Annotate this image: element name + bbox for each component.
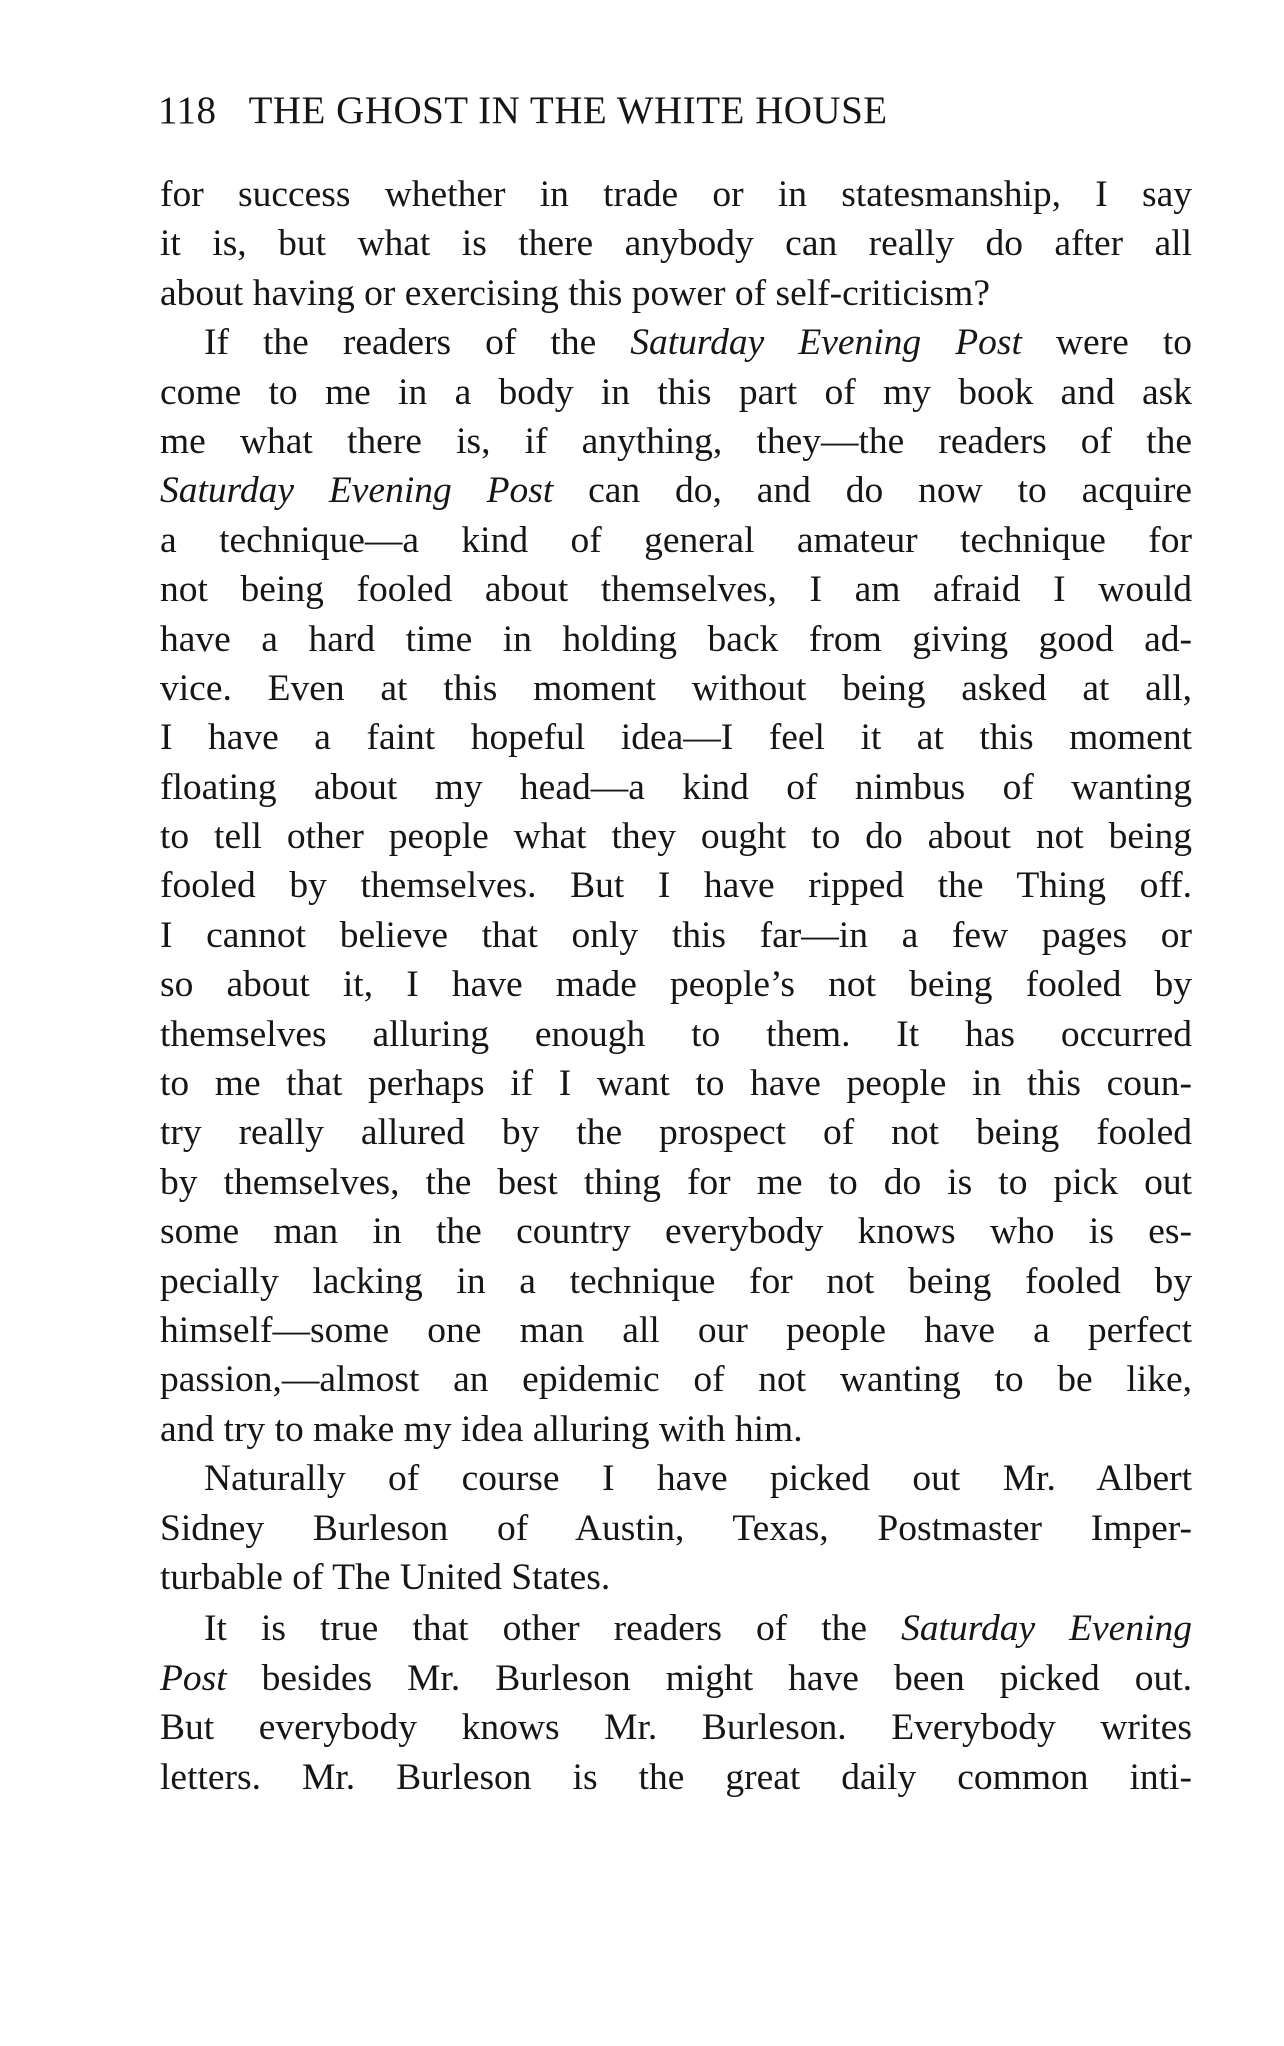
text-line: themselves alluring enough to them. It has occurred	[160, 1013, 1192, 1055]
text-line: me what there is, if anything, they—the readers of the	[160, 420, 1192, 462]
text-line: have a hard time in holding back from giving good ad-	[160, 618, 1192, 660]
text-line: But everybody knows Mr. Burleson. Everybody writes	[160, 1707, 1192, 1749]
paragraph	[160, 1454, 1192, 1602]
text-line: not being fooled about themselves, I am afraid I would	[160, 569, 1192, 611]
italic-title: Saturday Evening	[901, 1608, 1192, 1650]
italic-title: Saturday Evening Post	[630, 322, 1022, 364]
text-line: try really allured by the prospect of not being fooled	[160, 1112, 1192, 1154]
text-line: vice. Even at this moment without being asked at all,	[160, 667, 1192, 709]
text-line: to tell other people what they ought to do about not being	[160, 816, 1192, 858]
running-title: THE GHOST IN THE WHITE HOUSE	[248, 89, 888, 132]
text-line: a technique—a kind of general amateur technique for	[160, 519, 1192, 561]
paragraph	[160, 1604, 1192, 1802]
paragraph	[160, 318, 1192, 1454]
text-line: himself—some one man all our people have a perfect	[160, 1309, 1192, 1351]
text-line: and try to make my idea alluring with him.	[160, 1408, 803, 1450]
text-line: it is, but what is there anybody can really do after all	[160, 223, 1192, 265]
running-head	[158, 86, 1192, 136]
text-line: by themselves, the best thing for me to do is to pick out	[160, 1161, 1192, 1203]
text-line: to me that perhaps if I want to have people in this coun-	[160, 1063, 1192, 1105]
text-line: some man in the country everybody knows who is es-	[160, 1211, 1192, 1253]
text-line: pecially lacking in a technique for not being fooled by	[160, 1260, 1192, 1302]
italic-title: Post	[160, 1657, 227, 1699]
italic-title: Saturday Evening Post	[160, 470, 554, 512]
text-line: Saturday Evening Post can do, and do now to acquire	[160, 470, 1192, 512]
text-line: I have a faint hopeful idea—I feel it at this moment	[160, 717, 1192, 759]
text-line: If the readers of the Saturday Evening Post were to	[204, 322, 1192, 364]
text-line: so about it, I have made people’s not being fooled by	[160, 964, 1192, 1006]
text-line: about having or exercising this power of self-criticism?	[160, 272, 990, 314]
text-line: I cannot believe that only this far—in a few pages or	[160, 914, 1192, 956]
text-line: turbable of The United States.	[160, 1556, 611, 1598]
text-line: for success whether in trade or in statesmanship, I say	[160, 174, 1192, 215]
text-line: Post besides Mr. Burleson might have been picked out.	[160, 1657, 1192, 1699]
text-line: fooled by themselves. But I have ripped the Thing off.	[160, 865, 1192, 907]
text-line: passion,—almost an epidemic of not wanting to be like,	[160, 1359, 1192, 1401]
text-line: floating about my head—a kind of nimbus of wanting	[160, 766, 1192, 808]
page-number: 118	[158, 89, 217, 132]
text-line: Sidney Burleson of Austin, Texas, Postmaster Imper-	[160, 1507, 1192, 1549]
text-line: Naturally of course I have picked out Mr. Albert	[204, 1458, 1192, 1500]
body-text	[160, 170, 1192, 1802]
text-line: letters. Mr. Burleson is the great daily common inti-	[160, 1756, 1192, 1798]
text-line: It is true that other readers of the Saturday Evening	[204, 1608, 1192, 1650]
paragraph	[160, 170, 1192, 318]
text-line: come to me in a body in this part of my book and ask	[160, 371, 1192, 413]
